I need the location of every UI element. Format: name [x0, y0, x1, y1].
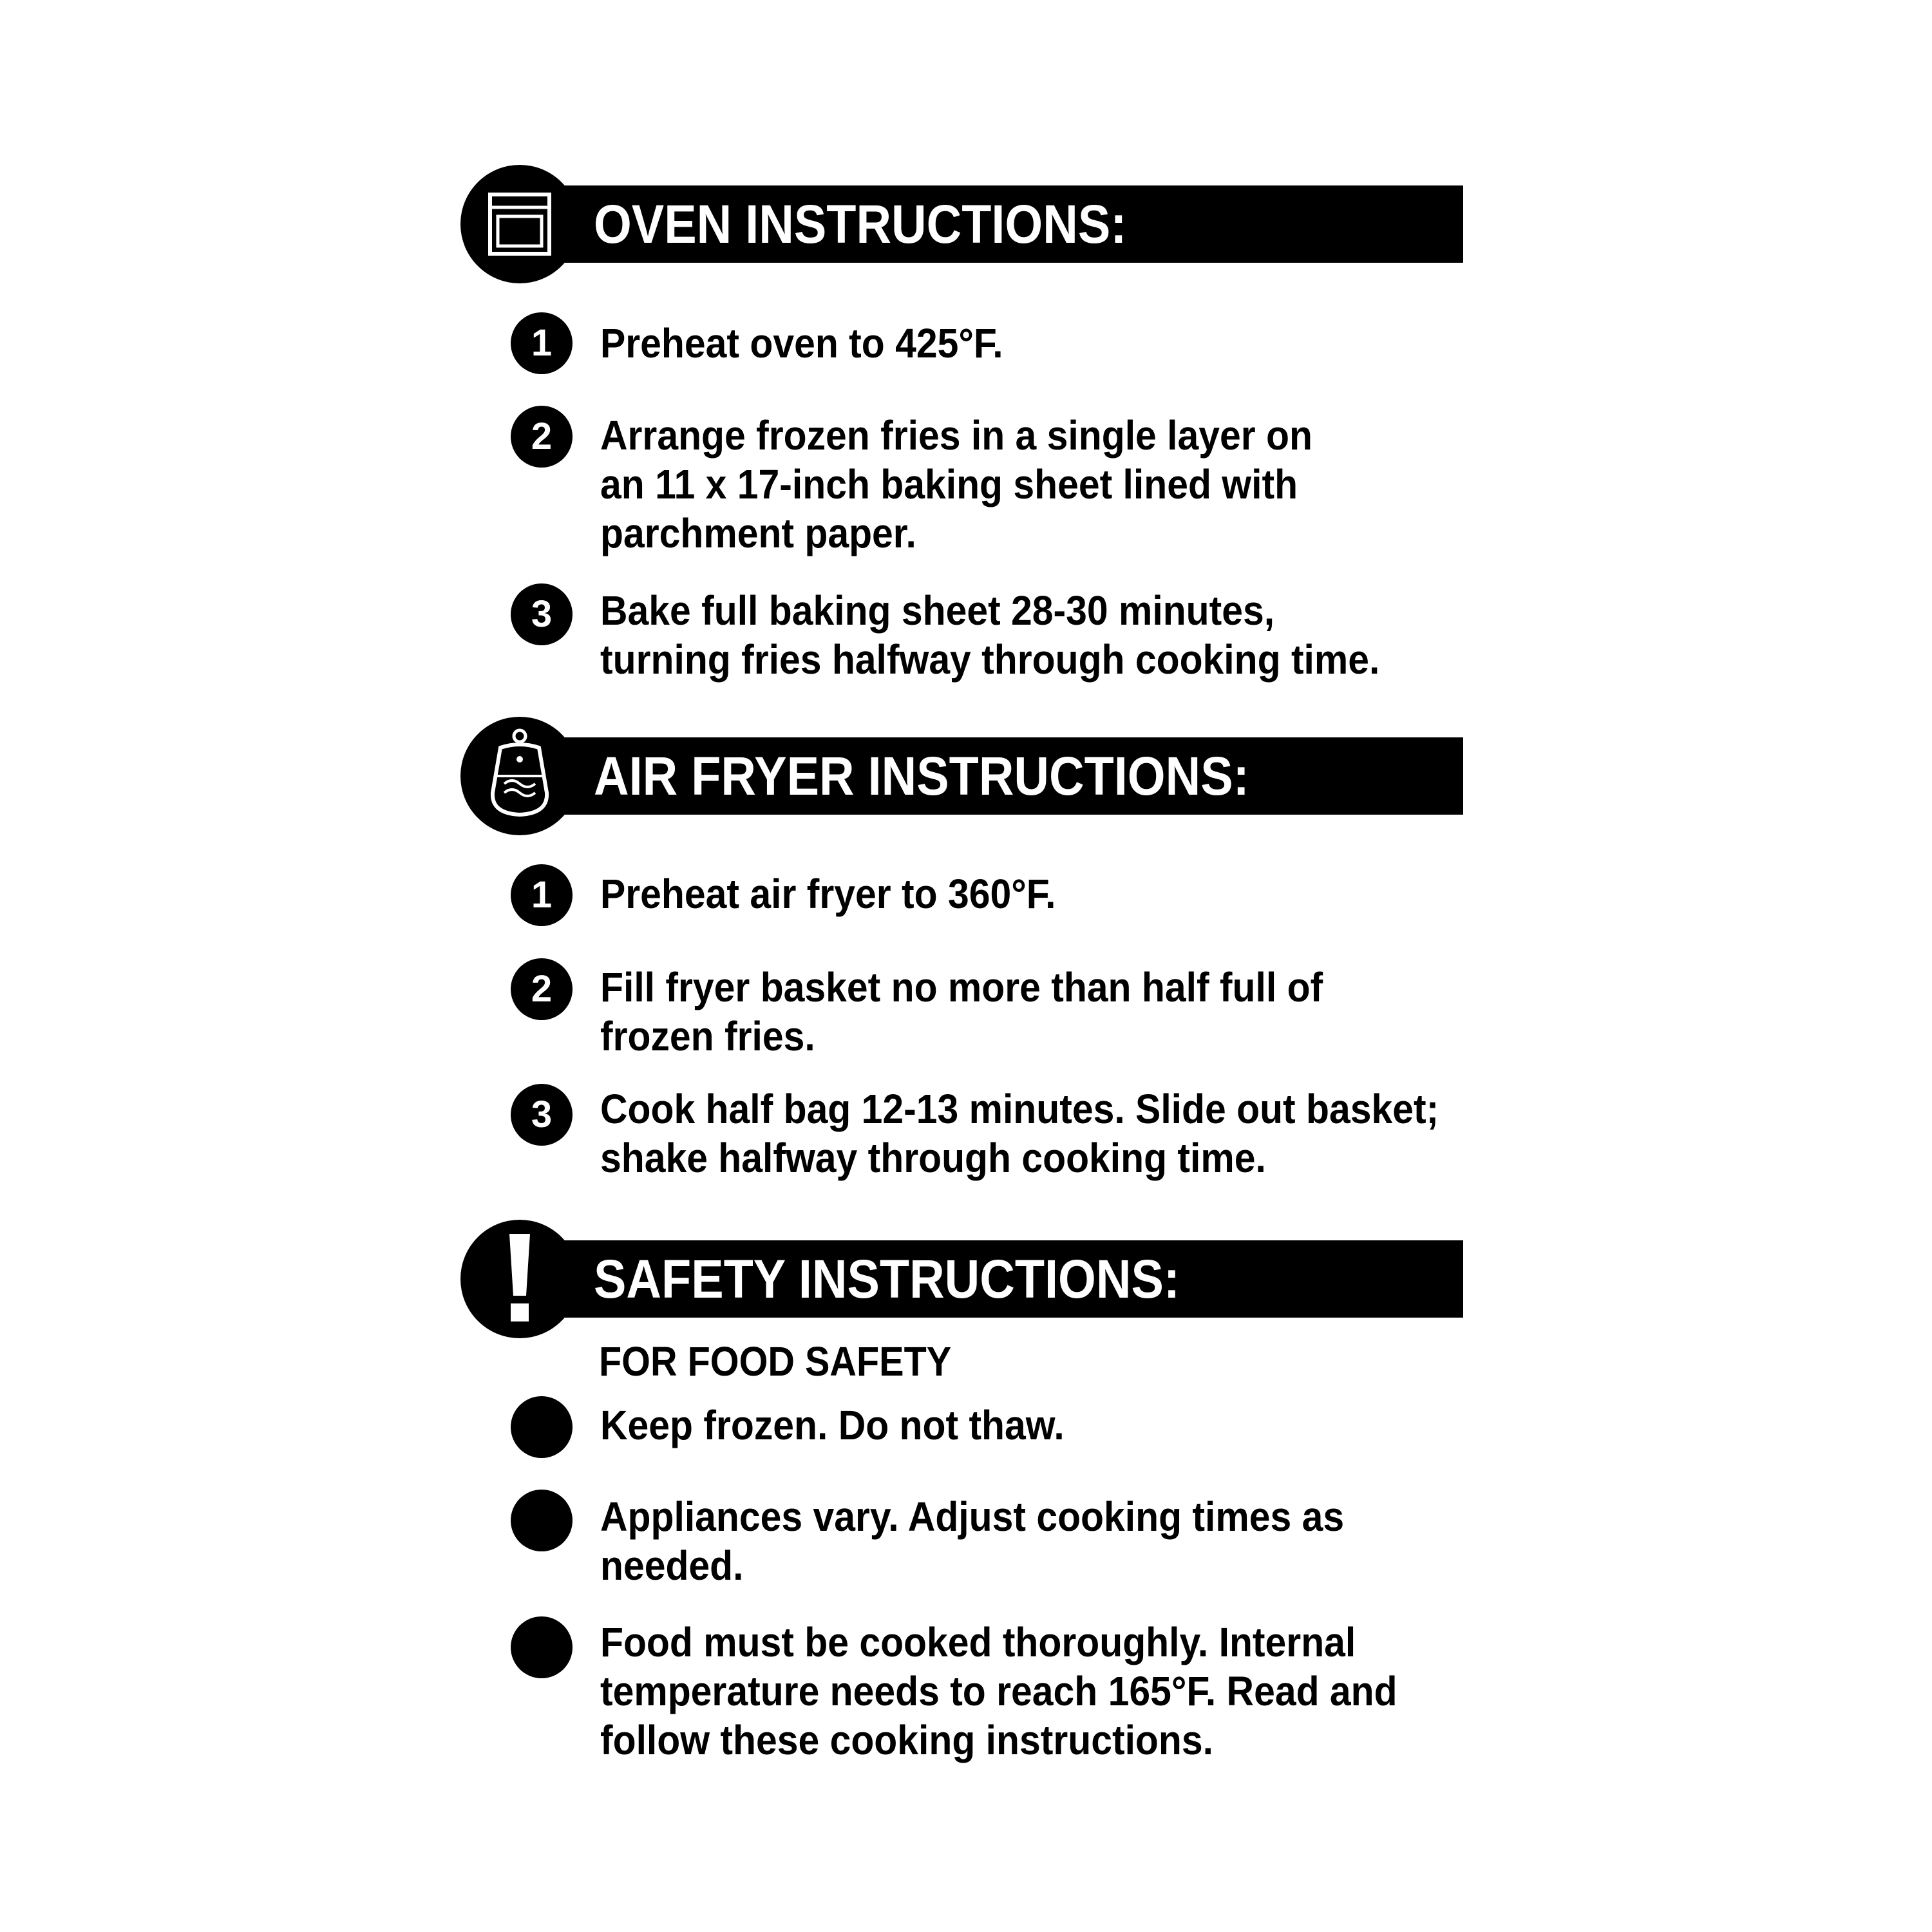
step-number-badge: 2	[511, 406, 573, 468]
safety-text: Keep frozen. Do not thaw.	[600, 1402, 1065, 1448]
step-number-badge: 3	[511, 583, 573, 645]
step-text: Bake full baking sheet 28-30 minutes, turning fries halfway through cooking time.	[600, 587, 1380, 683]
oven-title: OVEN INSTRUCTIONS:	[594, 194, 1127, 254]
air-fryer-icon	[460, 717, 579, 835]
safety-icon-badge	[460, 1220, 579, 1338]
oven-icon	[460, 165, 579, 283]
step-text: Cook half bag 12-13 minutes. Slide out basket; shake halfway through cooking time.	[600, 1086, 1439, 1181]
safety-title: SAFETY INSTRUCTIONS:	[594, 1249, 1180, 1309]
air-fryer-icon-badge	[460, 717, 579, 835]
oven-icon-badge	[460, 165, 579, 283]
food-safety-subheading: FOR FOOD SAFETY	[599, 1338, 952, 1385]
step-text: Preheat oven to 425°F.	[600, 320, 1003, 366]
bullet-dot	[511, 1616, 573, 1678]
step-number-badge: 3	[511, 1084, 573, 1146]
step-number-badge: 1	[511, 864, 573, 926]
safety-text: Appliances vary. Adjust cooking times as needed.	[600, 1493, 1345, 1589]
step-number-badge: 2	[511, 958, 573, 1020]
step-text: Preheat air fryer to 360°F.	[600, 871, 1056, 917]
bullet-dot	[511, 1490, 573, 1551]
step-text: Fill fryer basket no more than half full of frozen fries.	[600, 964, 1323, 1059]
air-fryer-title: AIR FRYER INSTRUCTIONS:	[594, 746, 1249, 806]
bullet-dot	[511, 1396, 573, 1458]
step-number-badge: 1	[511, 312, 573, 374]
exclamation-icon	[460, 1220, 579, 1338]
step-text: Arrange frozen fries in a single layer on an 11 x 17-inch baking sheet lined with parchment paper.	[600, 412, 1312, 556]
safety-text: Food must be cooked thoroughly. Internal temperature needs to reach 165°F. Read and follow these cooking instructions.	[600, 1619, 1397, 1763]
